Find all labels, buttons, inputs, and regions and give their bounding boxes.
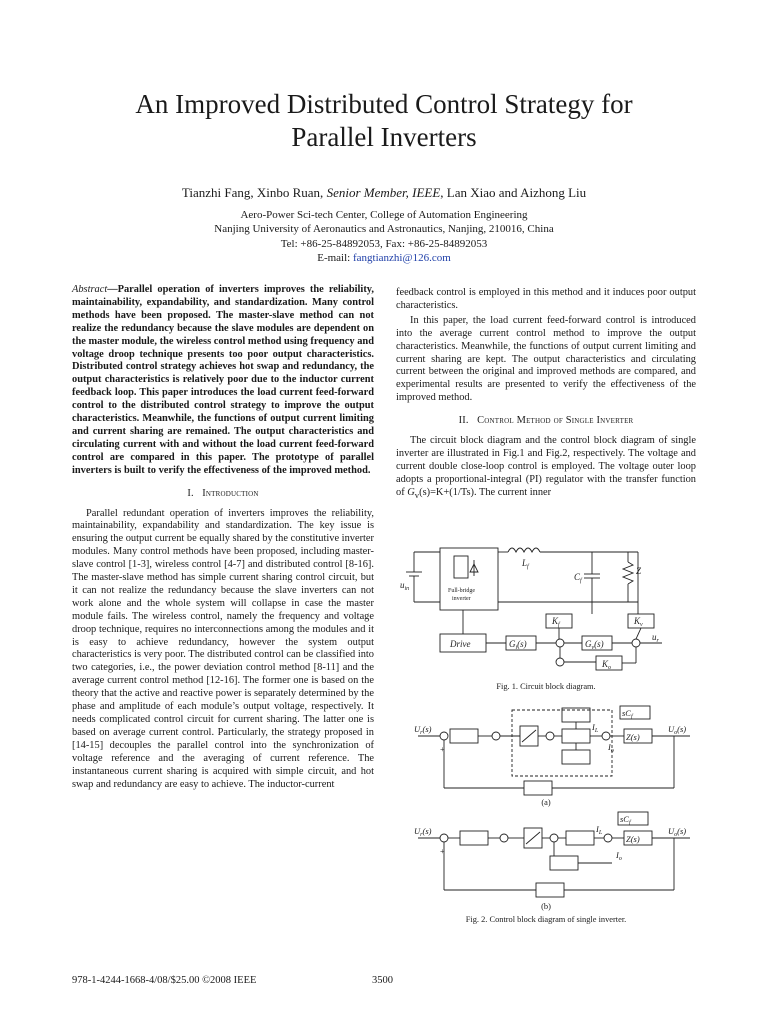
- svg-text:Io: [615, 850, 622, 862]
- authors: [40, 185, 728, 201]
- figure-1-caption: Fig. 1. Circuit block diagram.: [496, 682, 596, 691]
- sum-sign-b: +: [440, 846, 445, 856]
- label-io-a: I: [608, 742, 611, 752]
- label-uo-s-a: (s): [677, 724, 687, 734]
- label-kv: K: [634, 616, 641, 626]
- svg-text:IL: [595, 824, 603, 836]
- label-uref: u: [652, 632, 657, 642]
- label-io-sub-b: o: [618, 856, 622, 862]
- label-drive: Drive: [450, 639, 471, 649]
- label-uin: u: [400, 580, 405, 590]
- figure-2-caption: Fig. 2. Control block diagram of single inverter.: [465, 915, 627, 924]
- label-gv: G: [585, 639, 592, 649]
- svg-text:ur: [652, 632, 660, 644]
- svg-text:Ur(s): [414, 826, 432, 838]
- label-ur-s-a: (s): [422, 724, 432, 734]
- label-lf: L: [522, 558, 528, 568]
- svg-text:Io: [607, 742, 614, 754]
- label-gi: G: [509, 639, 516, 649]
- section-title: Introduction: [202, 487, 259, 499]
- label-cf: C: [574, 572, 581, 582]
- label-cf-sub: f: [580, 578, 582, 584]
- email-link[interactable]: fangtianzhi@126.com: [352, 252, 451, 264]
- svg-text:Cf: [574, 572, 583, 584]
- math-symbol: G: [407, 486, 415, 498]
- label-full-bridge: Full-bridge: [448, 588, 475, 594]
- label-ko-sub: o: [608, 665, 612, 671]
- label-il-b: I: [596, 824, 599, 834]
- footer-isbn: 978-1-4244-1668-4/08/$25.00 ©2008 IEEE: [72, 975, 257, 986]
- label-gi-sub: i: [515, 645, 518, 651]
- label-uo-a: U: [668, 724, 675, 734]
- sum-sign-a: +: [440, 744, 445, 754]
- svg-text:Uo(s): [668, 724, 686, 736]
- introduction-paragraph: Parallel redundant operation of inverters improves the reliability, maintainability, expandability and standardization. The key issue is ensuring the output current be equally shared by the constitutive inverter modules. Many control methods have been proposed, including master-slave control [1-3], wireless control [4-7] and distributed control [8-16]. The master-slave method has simple current sharing control circuit, but it can not realize the redundancy because the slave inverters can not work alone and the whole system will collapse in case the master module fails. The wireless control, namely the frequency and voltage droop technique, requires no interconnections among the modules and it is easy to achieve redundancy, however the system output characteristics is very poor. The distributed control can be classified into two categories, i.e., the power deviation control method [8-11] and the average current control method [12-16]. The former one is based on the theory that the active and reactive power is separately determined by the phase and amplitude of each module’s output voltage, respectively. It needs complicated control circuit for current sharing. The latter one is based on average current control. Particularly, the strategy proposed in [14-15] decouples the parallel control into the synchronization of voltage reference and the averaging of current reference. The instantaneous current sharing is acquired with simple circuit, and hot swap and redundancy are easy to achieve. The inductor-current: [72, 507, 374, 790]
- label-uin-sub: in: [404, 586, 410, 592]
- affiliation-line-1: Aero-Power Sci-tech Center, College of Automation Engineering: [240, 209, 528, 221]
- contact-phone: Tel: +86-25-84892053, Fax: +86-25-84892053: [280, 238, 488, 250]
- svg-text:Ur(s): [414, 724, 432, 736]
- left-column: [72, 284, 374, 791]
- section-number: I.: [187, 487, 194, 499]
- paper-title: [40, 88, 728, 154]
- label-gv-s: (s): [594, 639, 604, 649]
- label-inverter: inverter: [452, 596, 471, 602]
- svg-text:Lf: [521, 558, 530, 570]
- label-il-sub-b: L: [598, 830, 603, 836]
- continued-paragraph: feedback control is employed in this method and it induces poor output characteristics.: [396, 287, 696, 311]
- label-kv-sub: v: [640, 622, 643, 628]
- abstract: [72, 284, 374, 478]
- contact-email-line: [40, 252, 728, 265]
- email-label: E-mail:: [317, 252, 353, 264]
- label-scf-a: sC: [622, 708, 631, 718]
- label-io-b: I: [616, 850, 619, 860]
- label-scf-b: sC: [620, 814, 629, 824]
- label-uo-s-b: (s): [677, 826, 687, 836]
- label-zs-b: Z(s): [626, 834, 640, 844]
- right-column: [396, 287, 696, 502]
- label-z: Z: [636, 566, 642, 576]
- figure-2b-control-block: [412, 810, 696, 902]
- label-uo-b: U: [668, 826, 675, 836]
- section-title: Control Method of Single Inverter: [477, 415, 634, 427]
- svg-text:sCf: [620, 814, 632, 826]
- label-ur-a: U: [414, 724, 421, 734]
- label-ur-s-b: (s): [422, 826, 432, 836]
- svg-text:Uo(s): [668, 826, 686, 838]
- label-zs-a: Z(s): [626, 732, 640, 742]
- label-il-a: I: [592, 722, 595, 732]
- abstract-text: —Parallel operation of inverters improves the reliability, maintainability, expandability, and standardization. Many control methods have been proposed. The master-slave method can not realize the redundancy because the slave modules are dependent on the master module, the wireless control method using frequency and voltage droop technique presents too poor output characteristics. Distributed control strategy achieves hot swap and redundancy, the output characteristics is relatively poor due to the inductor current feedback loop. This paper introduces the load current feed-forward control to the distributed control strategy to improve the output characteristics. Meanwhile, the functions of output current limiting and current sharing are remained. The output characteristics and circulating current with and without the load current feed-forward control are compared in this paper. The prototype of parallel inverters is built to verify the effectiveness of the improved method.: [72, 284, 374, 476]
- text-run: The circuit block diagram and the control block diagram of single inverter are illustrated in Fig.1 and Fig.2, respectively. The voltage and current double close-loop control is employed. The voltage outer loop adopts a proportional-integral (PI) regulator with the transfer function of: [396, 435, 696, 498]
- affiliation-line-2: Nanjing University of Aeronautics and Astronautics, Nanjing, 210016, China: [214, 223, 554, 235]
- svg-text:Kf: [551, 616, 561, 628]
- label-ko: K: [602, 659, 609, 669]
- svg-text:sCf: [622, 708, 634, 720]
- figure-2b-label: (b): [541, 902, 551, 911]
- section-heading-control-method: [396, 415, 696, 428]
- label-ur-b: U: [414, 826, 421, 836]
- label-kf-sub: f: [558, 622, 560, 628]
- control-method-paragraph: [396, 435, 696, 502]
- math-subscript: v: [414, 489, 420, 500]
- label-gv-sub: v: [591, 645, 595, 651]
- abstract-lead: Abstract: [72, 284, 108, 295]
- svg-text:Kv: [633, 616, 643, 628]
- figure-2a-label: (a): [541, 798, 551, 807]
- label-uo-sub-a: o: [674, 730, 678, 736]
- authors-membership: Senior Member, IEEE: [326, 185, 441, 200]
- label-ur-sub-b: r: [420, 832, 423, 838]
- label-uref-sub: r: [656, 638, 659, 644]
- label-il-sub-a: L: [594, 728, 599, 734]
- title-line-2: Parallel Inverters: [291, 122, 477, 152]
- text-run: (s)=K+(1/Ts). The current inner: [419, 486, 552, 498]
- authors-part-1: Tianzhi Fang, Xinbo Ruan,: [181, 185, 327, 200]
- label-uo-sub-b: o: [674, 832, 678, 838]
- label-ur-sub-a: r: [420, 730, 423, 736]
- section-heading-introduction: [72, 488, 374, 501]
- label-scf-sub-b: f: [628, 820, 631, 826]
- authors-part-2: , Lan Xiao and Aizhong Liu: [440, 185, 587, 200]
- section-number: II.: [458, 415, 469, 427]
- label-gi-s: (s): [517, 639, 527, 649]
- label-lf-sub: f: [527, 564, 529, 570]
- svg-text:Gv(s): [585, 639, 604, 651]
- label-kf: K: [552, 616, 559, 626]
- svg-text:Ko: [601, 659, 611, 671]
- label-io-sub-a: o: [610, 748, 614, 754]
- page-number: 3500: [372, 975, 393, 986]
- svg-text:Gi(s): [509, 639, 527, 651]
- label-scf-sub-a: f: [630, 714, 633, 720]
- figure-1-circuit: [396, 540, 696, 680]
- title-line-1: An Improved Distributed Control Strategy for: [135, 89, 633, 119]
- figure-2a-control-block: [412, 702, 696, 798]
- paper-contribution-paragraph: In this paper, the load current feed-forward control is introduced into the average current control method to improve the output characteristics. Meanwhile, the functions of output current limiting and current sharing are kept. The output characteristics and circulating current between the original and improved methods are compared, and experimental results are presented to verify the effectiveness of the improved method.: [396, 314, 696, 404]
- svg-text:uin: [400, 580, 409, 592]
- svg-text:IL: [591, 722, 599, 734]
